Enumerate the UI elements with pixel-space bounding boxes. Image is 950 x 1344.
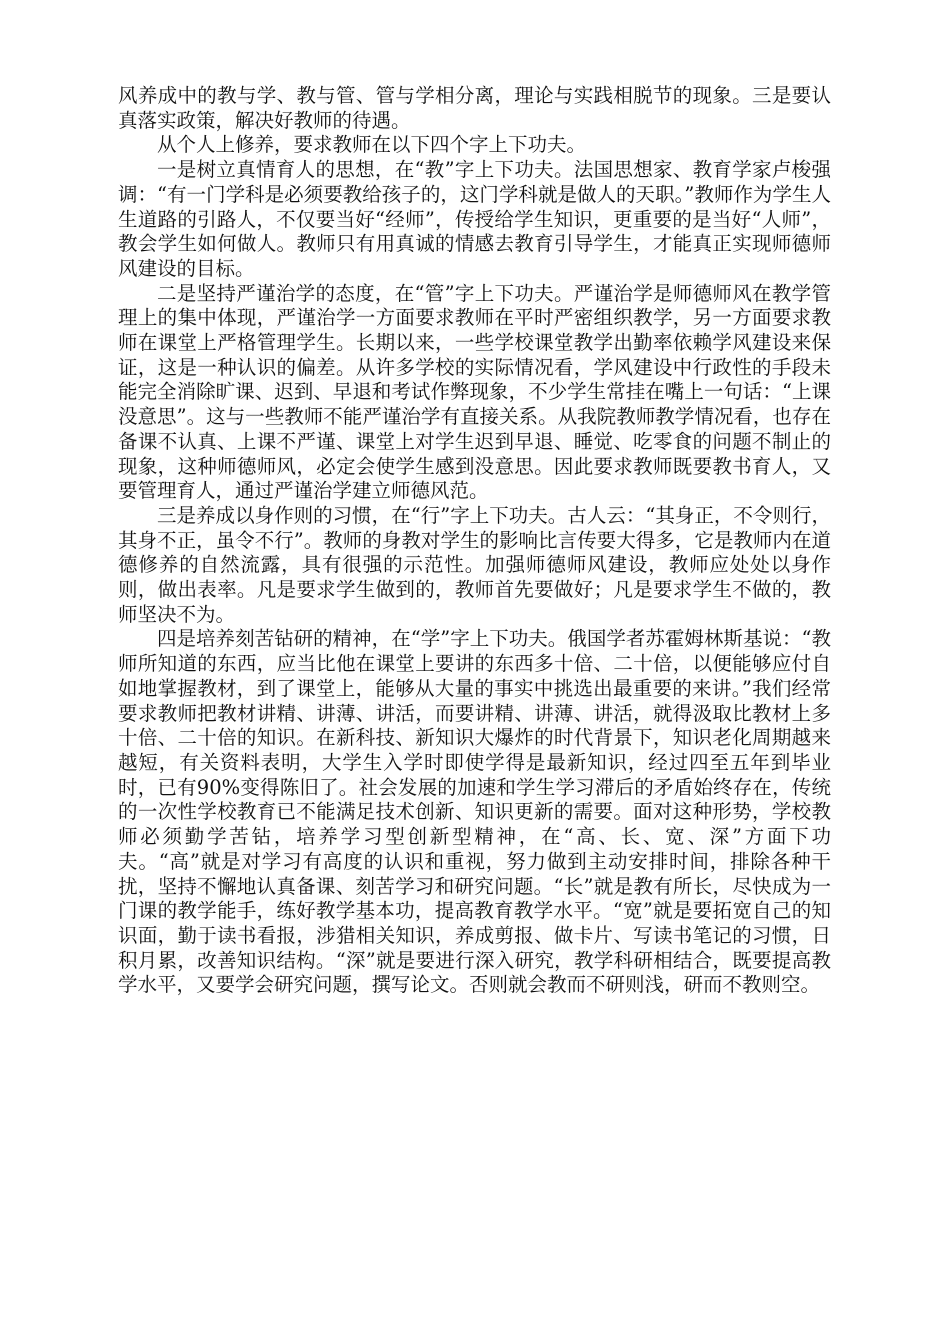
paragraph-act: 三是养成以身作则的习惯，在“行”字上下功夫。古人云：“其身正，不令则行，其身不正，虽令不行”。教师的身教对学生的影响比言传要大得多，它是教师内在道德修养的自然流露，具有很强的示范性。加强师德师风建设，教师应处处以身作则，做出表率。凡是要求学生做到的，教师首先要做好；凡是要求学生不做的，教师坚决不为。 <box>118 503 831 626</box>
paragraph-intro: 从个人上修养，要求教师在以下四个字上下功夫。 <box>157 133 587 157</box>
paragraph-manage: 二是坚持严谨治学的态度，在“管”字上下功夫。严谨治学是师德师风在教学管理上的集中体现，严谨治学一方面要求教师在平时严密组织教学，另一方面要求教师在课堂上严格管理学生。长期以来，一些学校课堂教学出勤率依赖学风建设来保证，这是一种认识的偏差。从许多学校的实际情况看，学风建设中行政性的手段未能完全消除旷课、迟到、早退和考试作弊现象，不少学生常挂在嘴上一句话：“上课没意思”。这与一些教师不能严谨治学有直接关系。从我院教师教学情况看，也存在备课不认真、上课不严谨、课堂上对学生迟到早退、睡觉、吃零食的问题不制止的现象，这种师德师风，必定会使学生感到没意思。因此要求教师既要教书育人，又要管理育人，通过严谨治学建立师德风范。 <box>118 281 831 503</box>
paragraph-continuation: 风养成中的教与学、教与管、管与学相分离，理论与实践相脱节的现象。三是要认真落实政策，解决好教师的待遇。 <box>118 84 831 132</box>
paragraph-teach: 一是树立真情育人的思想，在“教”字上下功夫。法国思想家、教育学家卢梭强调：“有一门学科是必须要教给孩子的，这门学科就是做人的天职。”教师作为学生人生道路的引路人，不仅要当好“经师”，传授给学生知识，更重要的是当好“人师”，教会学生如何做人。教师只有用真诚的情感去教育引导学生，才能真正实现师德师风建设的目标。 <box>118 158 831 280</box>
paragraph-learn: 四是培养刻苦钻研的精神，在“学”字上下功夫。俄国学者苏霍姆林斯基说：“教师所知道的东西，应当比他在课堂上要讲的东西多十倍、二十倍，以便能够应付自如地掌握教材，到了课堂上，能够从大量的事实中挑选出最重要的来讲。”我们经常要求教师把教材讲精、讲薄、讲活，而要讲精、讲薄、讲活，就得汲取比教材上多十倍、二十倍的知识。在新科技、新知识大爆炸的时代背景下，知识老化周期越来越短，有关资料表明，大学生入学时即使学得是最新知识，经过四至五年到毕业时，已有90%变得陈旧了。社会发展的加速和学生学习滞后的矛盾始终存在，传统的一次性学校教育已不能满足技术创新、知识更新的需要。面对这种形势，学校教师必须勤学苦钻，培养学习型创新型精神，在“高、长、宽、深”方面下功夫。“高”就是对学习有高度的认识和重视，努力做到主动安排时间，排除各种干扰，坚持不懈地认真备课、刻苦学习和研究问题。“长”就是教有所长，尽快成为一门课的教学能手，练好教学基本功，提高教育教学水平。“宽”就是要拓宽自己的知识面，勤于读书看报，涉猎相关知识，养成剪报、做卡片、写读书笔记的习惯，日积月累，改善知识结构。“深”就是要进行深入研究，教学科研相结合，既要提高教学水平，又要学会研究问题，撰写论文。否则就会教而不研则浅，研而不教则空。 <box>118 627 831 997</box>
document-body <box>118 84 831 998</box>
